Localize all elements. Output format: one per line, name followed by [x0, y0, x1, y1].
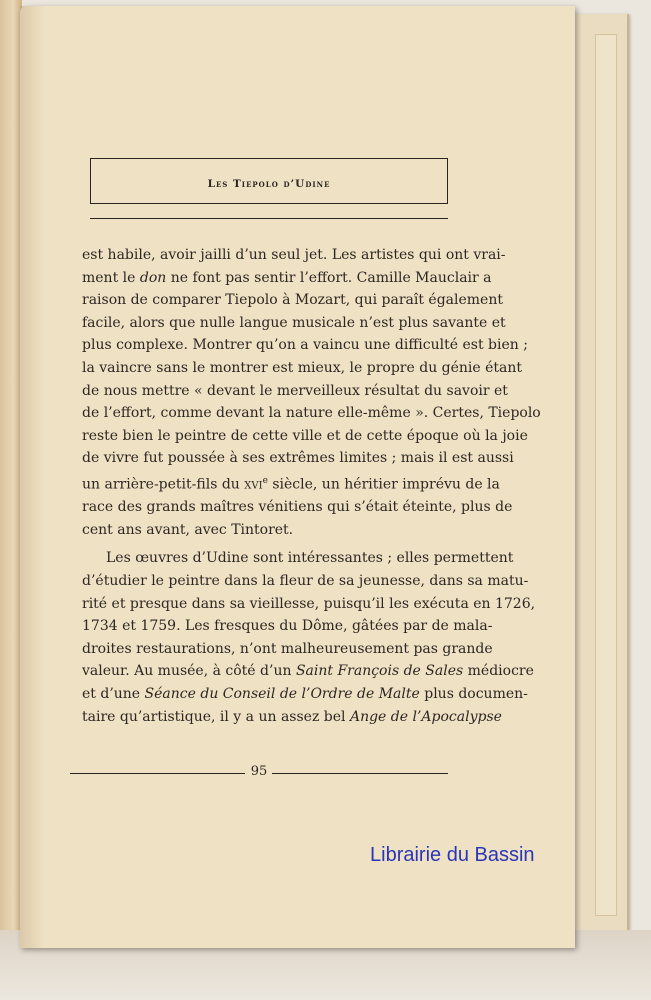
- text-line: Les œuvres d’Udine sont intéressantes ; elles permettent: [106, 550, 514, 567]
- text-line: raison de comparer Tiepolo à Mozart, qui paraît également: [82, 292, 503, 309]
- text-line: droites restaurations, n’ont malheureusement pas grande: [82, 640, 493, 657]
- text-line: la vaincre sans le montrer est mieux, le propre du génie étant: [82, 359, 523, 376]
- page-number: 95: [250, 764, 268, 779]
- text-line: est habile, avoir jailli d’un seul jet. Les artistes qui ont vrai-: [82, 247, 506, 263]
- text-line: taire qu’artistique, il y a un assez bel Ange de l’Apocalypse: [82, 708, 502, 725]
- text-line: rité et presque dans sa vieillesse, puisqu’il les exécuta en 1726,: [82, 595, 536, 612]
- text-line: un arrière-petit-fils du xvi$^e$ siècle, un héritier imprévu de la: [82, 475, 500, 493]
- text-line: ment le don ne font pas sentir l’effort. Camille Mauclair a: [82, 269, 492, 286]
- footer-rule-right: [272, 773, 448, 774]
- text-line: plus complexe. Montrer qu’on a vaincu une difficulté est bien ;: [82, 337, 528, 354]
- text-line: cent ans avant, avec Tintoret.: [82, 521, 294, 538]
- text-line: d’étudier le peintre dans la fleur de sa jeunesse, dans sa matu-: [82, 572, 529, 589]
- text-line: 1734 et 1759. Les fresques du Dôme, gâtées par de mala-: [82, 618, 493, 635]
- text-line: race des grands maîtres vénitiens qui s’était éteinte, plus de: [82, 499, 513, 516]
- running-header-title: Les Tiepolo d’Udine: [207, 178, 331, 190]
- running-header-box: [90, 158, 448, 204]
- text-line: de l’effort, comme devant la nature elle-même ». Certes, Tiepolo: [82, 405, 541, 422]
- footer-rule-left: [70, 773, 245, 774]
- text-line: et d’une Séance du Conseil de l’Ordre de Malte plus documen-: [82, 685, 528, 702]
- text-line: de nous mettre « devant le merveilleux résultat du savoir et: [82, 382, 508, 399]
- body-text: [82, 244, 541, 728]
- book-page: [20, 6, 575, 948]
- header-rule: [90, 218, 448, 219]
- text-line: facile, alors que nulle langue musicale n’est plus savante et: [82, 314, 506, 331]
- text-line: valeur. Au musée, à côté d’un Saint François de Sales médiocre: [82, 663, 534, 680]
- watermark-text: Librairie du Bassin: [370, 844, 535, 866]
- text-line: de vivre fut poussée à ses extrêmes limites ; mais il est aussi: [82, 450, 514, 467]
- book-left-edge: [0, 0, 22, 1000]
- text-line: reste bien le peintre de cette ville et de cette époque où la joie: [82, 427, 528, 444]
